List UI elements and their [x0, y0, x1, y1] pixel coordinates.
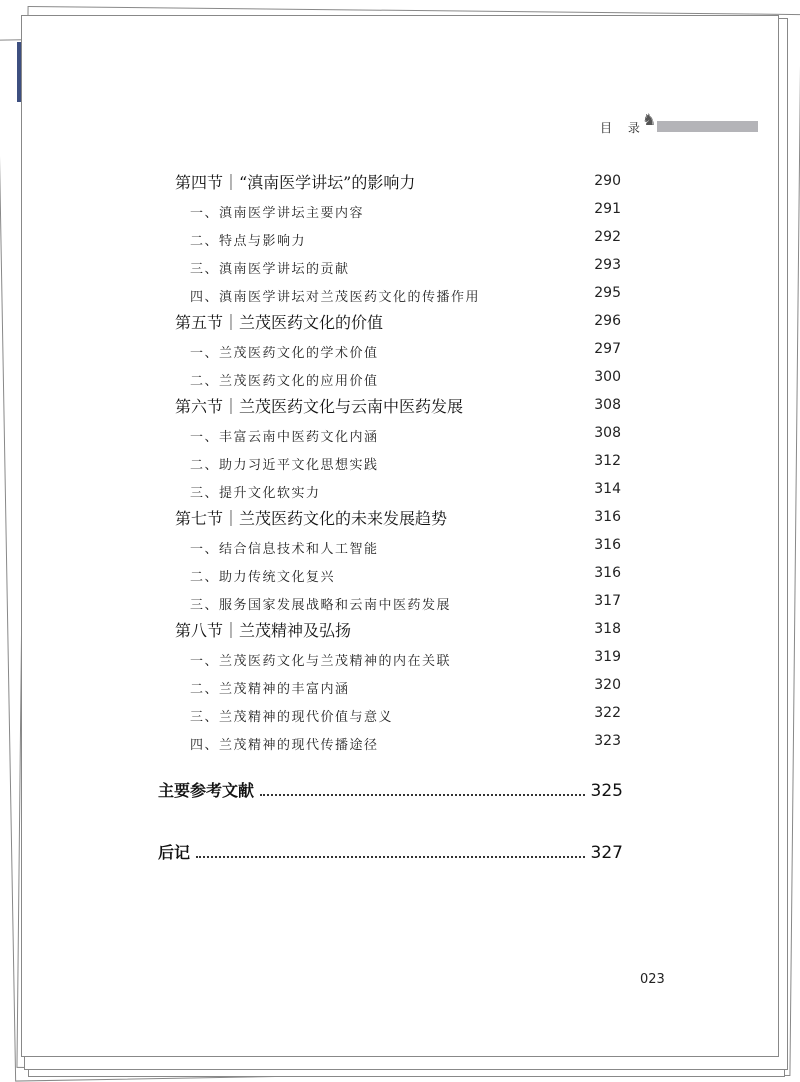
figure-ornament-icon: ♞	[642, 110, 657, 129]
toc-item[interactable]	[0, 588, 800, 616]
entry-page: 297	[594, 341, 621, 357]
toc-item[interactable]	[0, 644, 800, 672]
entry-page: 325	[590, 781, 623, 801]
toc-item[interactable]	[0, 560, 800, 588]
toc-item[interactable]	[0, 448, 800, 476]
toc-item[interactable]	[0, 196, 800, 224]
entry-title: 二、助力传统文化复兴	[190, 570, 336, 585]
entry-title: 第七节｜兰茂医药文化的未来发展趋势	[175, 509, 448, 528]
entry-title: 一、滇南医学讲坛主要内容	[190, 206, 365, 221]
toc-item[interactable]	[0, 672, 800, 700]
entry-title: 一、丰富云南中医药文化内涵	[190, 430, 379, 445]
entry-page: 308	[594, 425, 621, 441]
toc-item[interactable]	[0, 336, 800, 364]
entry-page: 295	[594, 285, 621, 301]
entry-page: 308	[594, 397, 621, 413]
entry-title: 四、兰茂精神的现代传播途径	[190, 738, 379, 753]
entry-page: 317	[594, 593, 621, 609]
entry-page: 293	[594, 257, 621, 273]
entry-page: 312	[594, 453, 621, 469]
entry-page: 292	[594, 229, 621, 245]
entry-page: 318	[594, 621, 621, 637]
toc-item[interactable]	[0, 280, 800, 308]
toc-section[interactable]	[0, 504, 800, 532]
entry-page: 316	[594, 509, 621, 525]
toc-item[interactable]	[0, 364, 800, 392]
entry-title: 二、特点与影响力	[190, 234, 307, 249]
entry-title: 二、助力习近平文化思想实践	[190, 458, 379, 473]
running-header: 目 录	[600, 121, 646, 135]
entry-page: 320	[594, 677, 621, 693]
entry-title: 三、滇南医学讲坛的贡献	[190, 262, 350, 277]
entry-page: 327	[590, 843, 623, 863]
entry-title: 第六节｜兰茂医药文化与云南中医药发展	[175, 397, 464, 416]
header-bar	[657, 121, 758, 132]
entry-page: 296	[594, 313, 621, 329]
leader-dots	[196, 856, 585, 858]
entry-title: 一、结合信息技术和人工智能	[190, 542, 379, 557]
toc-section[interactable]	[0, 168, 800, 196]
entry-title: 第四节｜“滇南医学讲坛”的影响力	[175, 173, 416, 192]
entry-title: 三、兰茂精神的现代价值与意义	[190, 710, 394, 725]
entry-page: 300	[594, 369, 621, 385]
entry-title: 四、滇南医学讲坛对兰茂医药文化的传播作用	[190, 290, 481, 305]
entry-title: 第五节｜兰茂医药文化的价值	[175, 313, 384, 332]
entry-title: 一、兰茂医药文化的学术价值	[190, 346, 379, 361]
toc-section[interactable]	[0, 392, 800, 420]
entry-title: 后记	[158, 843, 191, 862]
toc-item[interactable]	[0, 728, 800, 756]
entry-title: 三、提升文化软实力	[190, 486, 321, 501]
entry-title: 二、兰茂精神的丰富内涵	[190, 682, 350, 697]
toc-entry-references[interactable]	[158, 778, 623, 801]
toc-item[interactable]	[0, 532, 800, 560]
toc-section[interactable]	[0, 308, 800, 336]
toc-section[interactable]	[0, 616, 800, 644]
entry-page: 319	[594, 649, 621, 665]
toc-item[interactable]	[0, 252, 800, 280]
page-number: 023	[640, 972, 665, 987]
entry-page: 314	[594, 481, 621, 497]
entry-title: 第八节｜兰茂精神及弘扬	[175, 621, 352, 640]
toc-item[interactable]	[0, 476, 800, 504]
toc-item[interactable]	[0, 420, 800, 448]
toc-item[interactable]	[0, 700, 800, 728]
leader-dots	[260, 794, 585, 796]
toc-entry-afterword[interactable]	[158, 840, 623, 863]
entry-title: 主要参考文献	[158, 781, 255, 800]
entry-page: 291	[594, 201, 621, 217]
entry-title: 三、服务国家发展战略和云南中医药发展	[190, 598, 452, 613]
toc-item[interactable]	[0, 224, 800, 252]
entry-page: 290	[594, 173, 621, 189]
entry-title: 一、兰茂医药文化与兰茂精神的内在关联	[190, 654, 452, 669]
entry-page: 316	[594, 565, 621, 581]
entry-page: 322	[594, 705, 621, 721]
entry-page: 316	[594, 537, 621, 553]
entry-page: 323	[594, 733, 621, 749]
table-of-contents	[0, 168, 800, 756]
entry-title: 二、兰茂医药文化的应用价值	[190, 374, 379, 389]
